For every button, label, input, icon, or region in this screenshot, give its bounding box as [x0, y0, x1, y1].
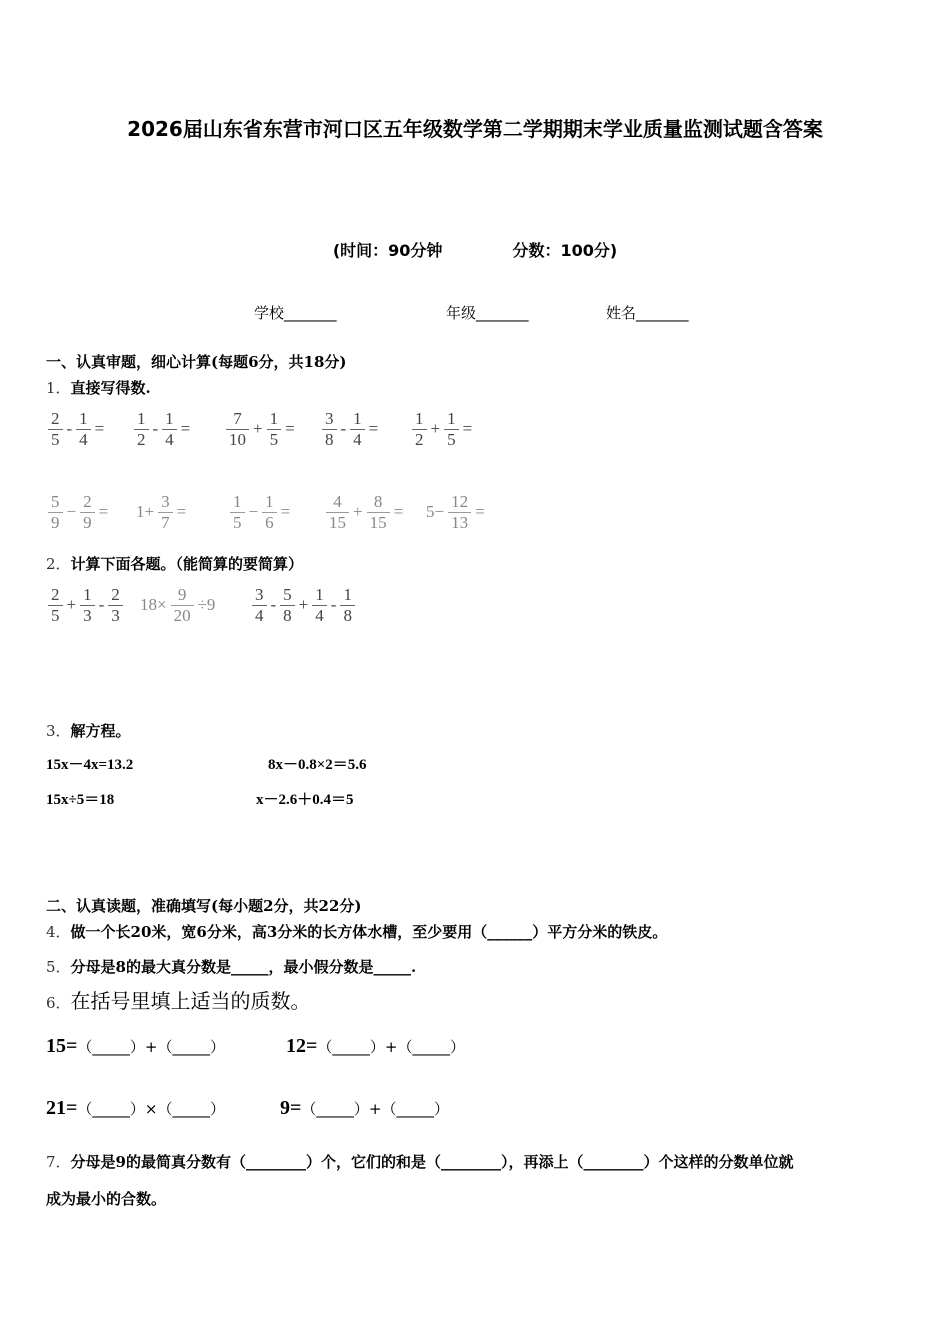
- section-2-heading: 二、认真读题，准确填写(每小题2分，共22分): [46, 897, 362, 915]
- prime-fill: 15=（_____）+（_____）: [46, 1035, 225, 1057]
- calc-expression-2: 18× $\frac{9}{20}$ ÷9: [140, 585, 216, 625]
- fraction-expression: $\frac{1}{5}$ − $\frac{1}{6}$ =: [228, 492, 292, 532]
- fraction-expression: $\frac{1}{2}$ + $\frac{1}{5}$ =: [410, 409, 474, 449]
- calc-expression-1: $\frac{2}{5}$ + $\frac{1}{3}$ - $\frac{2}{3}$: [46, 585, 125, 625]
- exam-meta: [0, 238, 950, 261]
- prime-fill: 9=（_____）+（_____）: [280, 1097, 449, 1119]
- question-3: 3．解方程。: [46, 722, 131, 740]
- fraction-expression: $\frac{5}{9}$ − $\frac{2}{9}$ =: [46, 492, 110, 532]
- total-score: 分数：100分): [512, 241, 618, 260]
- question-7-cont: 成为最小的合数。: [46, 1190, 167, 1208]
- question-text: 直接写得数.: [70, 379, 151, 397]
- page-title: 2026届山东省东营市河口区五年级数学第二学期期末学业质量监测试题含答案: [127, 117, 823, 141]
- prime-fill: 12=（_____）+（_____）: [286, 1035, 465, 1057]
- fraction-expression: $\frac{7}{10}$ + $\frac{1}{5}$ =: [224, 409, 297, 449]
- fraction-expression: 1+ $\frac{3}{7}$ =: [136, 492, 187, 532]
- fraction-expression: $\frac{3}{8}$ - $\frac{1}{4}$ =: [320, 409, 380, 449]
- question-2: 2．计算下面各题。（能简算的要简算）: [46, 555, 304, 573]
- section-1-heading: 一、认真审题，细心计算(每题6分，共18分): [46, 353, 347, 371]
- school-field: 学校_______: [254, 304, 337, 322]
- prime-fill: 21=（_____）×（_____）: [46, 1097, 225, 1119]
- equation: 15x－4x=13.2: [46, 757, 134, 773]
- fraction-expression: $\frac{2}{5}$ - $\frac{1}{4}$ =: [46, 409, 106, 449]
- time-limit: (时间：90分钟: [332, 241, 443, 260]
- name-field: 姓名_______: [606, 304, 689, 322]
- question-4: 4．做一个长20米，宽6分米，高3分米的长方体水槽，至少要用（______）平方分米的铁皮。: [46, 923, 668, 941]
- equation: 15x÷5＝18: [46, 792, 115, 808]
- fraction-expression: 5− $\frac{12}{13}$ =: [426, 492, 485, 532]
- fraction-expression: $\frac{4}{15}$ + $\frac{8}{15}$ =: [324, 492, 405, 532]
- question-number: 1．: [46, 379, 71, 397]
- fraction-expression: $\frac{1}{2}$ - $\frac{1}{4}$ =: [132, 409, 192, 449]
- calc-expression-3: $\frac{3}{4}$ - $\frac{5}{8}$ + $\frac{1}{4}$ - $\frac{1}{8}$: [250, 585, 357, 625]
- question-6: 6．在括号里填上适当的质数。: [46, 989, 311, 1013]
- equation: x－2.6＋0.4＝5: [256, 792, 354, 808]
- grade-field: 年级_______: [446, 304, 529, 322]
- equation: 8x－0.8×2＝5.6: [268, 757, 367, 773]
- question-1: [46, 377, 151, 398]
- question-7: 7．分母是9的最简真分数有（________）个，它们的和是（________），再添上（________）个这样的分数单位就: [46, 1153, 794, 1171]
- question-5: 5．分母是8的最大真分数是_____，最小假分数是_____.: [46, 958, 417, 976]
